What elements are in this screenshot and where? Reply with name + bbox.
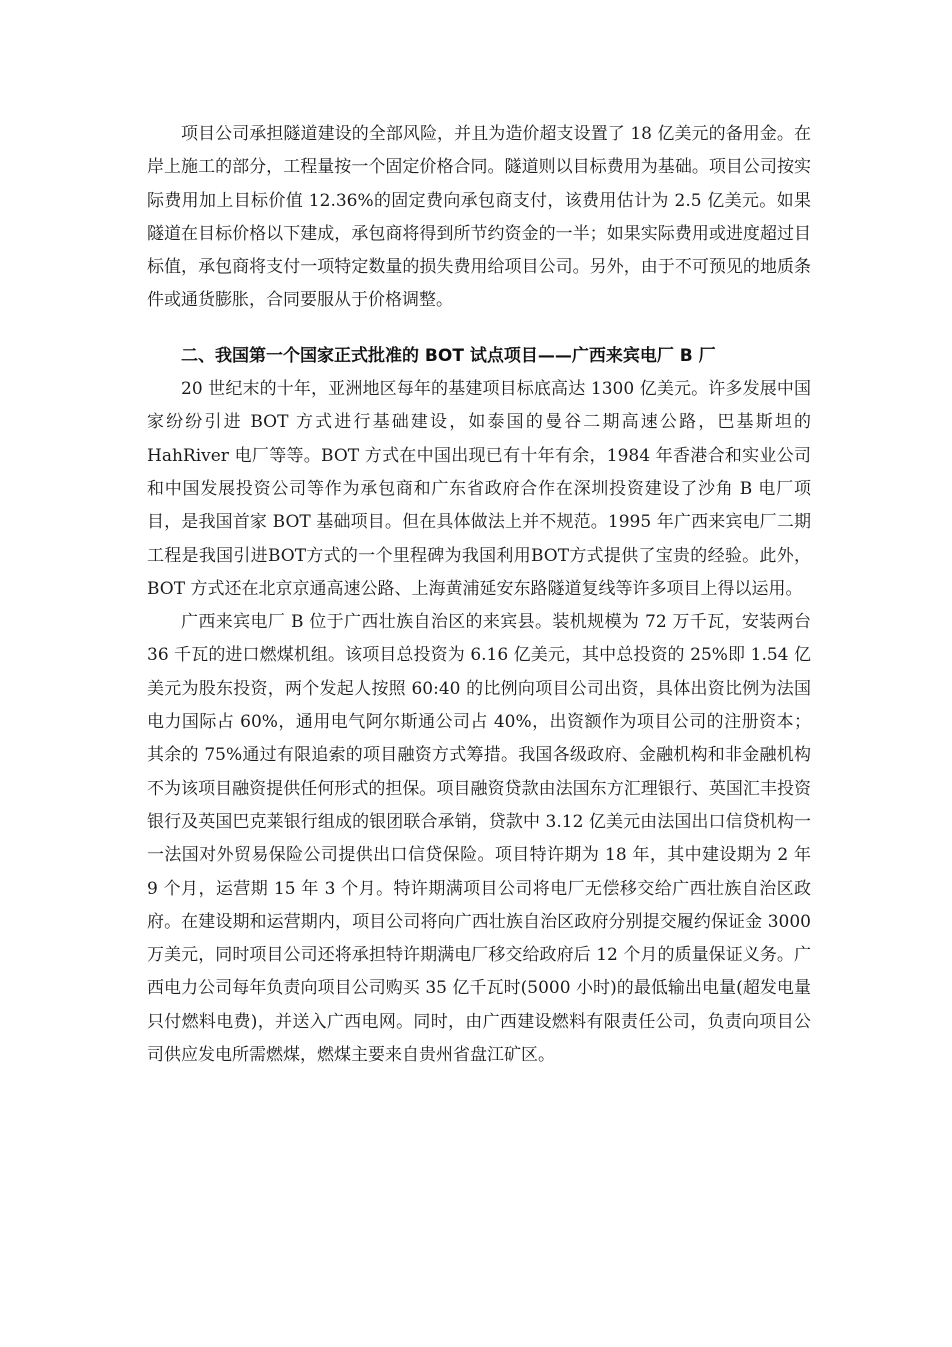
paragraph-laibin-plant: 广西来宾电厂 B 位于广西壮族自治区的来宾县。装机规模为 72 万千瓦，安装两台 36 千瓦的进口燃煤机组。该项目总投资为 6.16 亿美元，其中总投资的 25%即 1.54 亿美元为股东投资，两个发起人按照 60:40 的比例向项目公司出资，具体出资比例为法国电力国际占 60%，通用电气阿尔斯通公司占 40%，出资额作为项目公司的注册资本；其余的 75%通过有限追索的项目融资方式筹措。我国各级政府、金融机构和非金融机构不为该项目融资提供任何形式的担保。项目融资贷款由法国东方汇理银行、英国汇丰投资银行及英国巴克莱银行组成的银团联合承销，贷款中 3.12 亿美元由法国出口信贷机构一一法国对外贸易保险公司提供出口信贷保险。项目特许期为 18 年，其中建设期为 2 年 9 个月，运营期 15 年 3 个月。特许期满项目公司将电厂无偿移交给广西壮族自治区政府。在建设期和运营期内，项目公司将向广西壮族自治区政府分别提交履约保证金 3000 万美元，同时项目公司还将承担特许期满电厂移交给政府后 12 个月的质量保证义务。广西电力公司每年负责向项目公司购买 35 亿千瓦时(5000 小时)的最低输出电量(超发电量只付燃料电费)，并送入广西电网。同时，由广西建设燃料有限责任公司，负责向项目公司供应发电所需燃煤，燃煤主要来自贵州省盘江矿区。 (147, 612, 811, 1066)
document-body (147, 118, 811, 1072)
paragraph-tunnel-risk: 项目公司承担隧道建设的全部风险，并且为造价超支设置了 18 亿美元的备用金。在岸上施工的部分，工程量按一个固定价格合同。隧道则以目标费用为基础。项目公司按实际费用加上目标价值 12.36%的固定费向承包商支付，该费用估计为 2.5 亿美元。如果隧道在目标价格以下建成，承包商将得到所节约资金的一半；如果实际费用或进度超过目标值，承包商将支付一项特定数量的损失费用给项目公司。另外，由于不可预见的地质条件或通货膨胀，合同要服从于价格调整。 (147, 124, 811, 311)
paragraph-bot-background: 20 世纪末的十年，亚洲地区每年的基建项目标底高达 1300 亿美元。许多发展中国家纷纷引进 BOT 方式进行基础建设，如泰国的曼谷二期高速公路，巴基斯坦的 HahRiver 电厂等等。BOT 方式在中国出现已有十年有余，1984 年香港合和实业公司和中国发展投资公司等作为承包商和广东省政府合作在深圳投资建设了沙角 B 电厂项目，是我国首家 BOT 基础项目。但在具体做法上并不规范。1995 年广西来宾电厂二期工程是我国引进BOT方式的一个里程碑为我国利用BOT方式提供了宝贵的经验。此外，BOT 方式还在北京京通高速公路、上海黄浦延安东路隧道复线等许多项目上得以运用。 (147, 379, 811, 599)
section-heading: 二、我国第一个国家正式批准的 BOT 试点项目——广西来宾电厂 B 厂 (181, 345, 716, 366)
